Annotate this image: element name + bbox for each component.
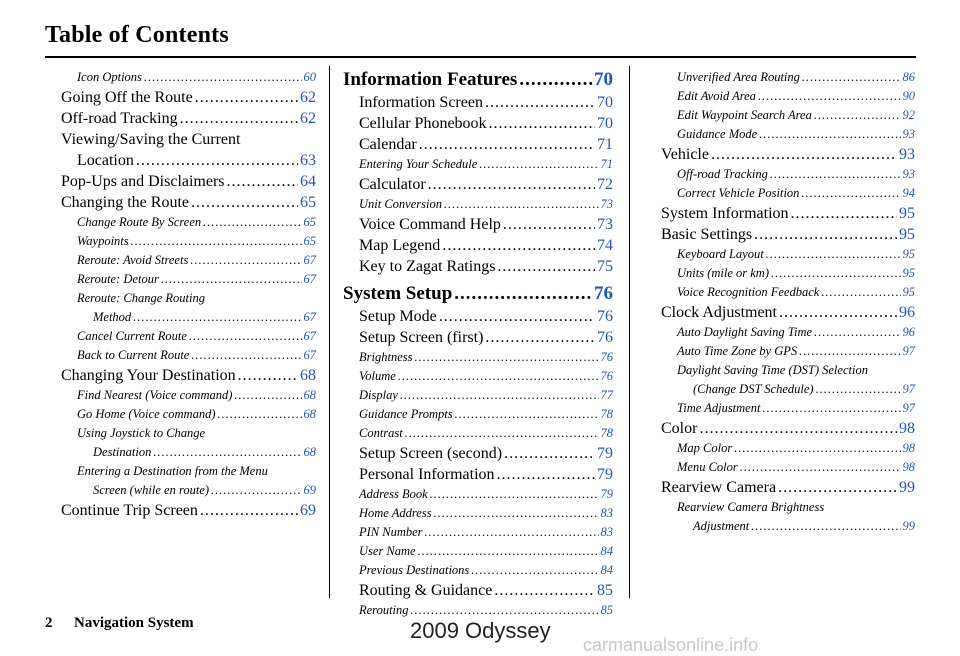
toc-entry-label: Previous Destinations — [359, 563, 470, 577]
dot-leader — [405, 424, 599, 443]
toc-entry-label: Reroute: Detour — [77, 272, 159, 286]
toc-entry-previous-destinations[interactable] — [343, 561, 613, 580]
toc-entry-guidance-prompts[interactable] — [343, 405, 613, 424]
toc-page-link[interactable]: 76 — [597, 308, 613, 325]
toc-entry-system-information[interactable] — [661, 203, 915, 224]
toc-entry-label: Cancel Current Route — [77, 329, 187, 343]
toc-entry-viewing-saving-the-current[interactable] — [61, 129, 316, 171]
toc-entry-label: Voice Command Help — [359, 216, 501, 233]
toc-entry-label: Guidance Mode — [677, 127, 758, 141]
toc-entry-reroute-detour[interactable] — [61, 270, 316, 289]
toc-entry-volume[interactable] — [343, 367, 613, 386]
toc-entry-label: Off-road Tracking — [61, 110, 178, 127]
toc-entry-label: Auto Time Zone by GPS — [677, 344, 798, 358]
dot-leader — [434, 504, 599, 523]
dot-leader — [802, 68, 901, 87]
dot-leader — [759, 125, 900, 144]
toc-entry-label: Calculator — [359, 176, 426, 193]
toc-page-link[interactable]: 93 — [899, 146, 915, 163]
toc-entry-unverified-area-routing[interactable] — [661, 68, 915, 87]
dot-leader — [234, 386, 301, 405]
toc-page-link[interactable]: 65 — [300, 194, 316, 211]
toc-entry-label: Voice Recognition Feedback — [677, 285, 820, 299]
toc-entry-label: User Name — [359, 544, 416, 558]
dot-leader — [414, 348, 598, 367]
toc-entry-label: Cellular Phonebook — [359, 115, 487, 132]
dot-leader — [801, 184, 900, 203]
footer-page-number: 2 — [45, 615, 53, 631]
toc-entry-color[interactable] — [661, 418, 915, 439]
toc-entry-setup-screen-second[interactable] — [343, 443, 613, 464]
toc-page-link[interactable]: 68 — [303, 407, 316, 421]
toc-page-link[interactable]: 69 — [303, 483, 316, 497]
toc-page-link[interactable]: 68 — [303, 388, 316, 402]
toc-entry-auto-time-zone-by-gps[interactable] — [661, 342, 915, 361]
toc-page-link[interactable]: 72 — [597, 176, 613, 193]
toc-page-link[interactable]: 76 — [600, 350, 613, 364]
dot-leader — [425, 523, 599, 542]
toc-entry-information-features[interactable] — [343, 68, 613, 92]
model-watermark: 2009 Odyssey — [410, 618, 551, 643]
toc-column-1 — [61, 68, 316, 521]
toc-entry-address-book[interactable] — [343, 485, 613, 504]
dot-leader — [190, 251, 301, 270]
toc-entry-label: Daylight Saving Time (DST) Selection — [677, 363, 868, 377]
toc-entry-label: Reroute: Avoid Streets — [77, 253, 189, 267]
toc-entry-routing-guidance[interactable] — [343, 580, 613, 601]
toc-page-link[interactable]: 67 — [303, 348, 316, 362]
toc-entry-label: Clock Adjustment — [661, 304, 777, 321]
dot-leader — [821, 283, 900, 302]
toc-entry-off-road-tracking[interactable] — [61, 108, 316, 129]
toc-entry-label: Unit Conversion — [359, 197, 442, 211]
toc-entry-label: Method — [93, 310, 132, 324]
toc-entry-label: Go Home (Voice command) — [77, 407, 216, 421]
toc-entry-keyboard-layout[interactable] — [661, 245, 915, 264]
dot-leader — [428, 174, 595, 195]
dot-leader — [180, 108, 298, 129]
column-divider — [329, 66, 330, 598]
toc-page-link[interactable]: 71 — [600, 157, 613, 171]
toc-entry-label: Auto Daylight Saving Time — [677, 325, 813, 339]
toc-entry-voice-recognition-feedback[interactable] — [661, 283, 915, 302]
dot-leader — [791, 203, 897, 224]
toc-entry-changing-the-route[interactable] — [61, 192, 316, 213]
dot-leader — [734, 439, 900, 458]
dot-leader — [471, 561, 598, 580]
toc-page-link[interactable]: 75 — [597, 258, 613, 275]
dot-leader — [762, 399, 900, 418]
toc-entry-cellular-phonebook[interactable] — [343, 113, 613, 134]
toc-entry-label: Address Book — [359, 487, 428, 501]
toc-entry-label: Information Features — [343, 69, 518, 90]
toc-entry-map-color[interactable] — [661, 439, 915, 458]
toc-page-link[interactable]: 99 — [902, 519, 915, 533]
toc-entry-label: Basic Settings — [661, 226, 753, 243]
dot-leader — [131, 232, 302, 251]
toc-entry-label: Using Joystick to Change — [77, 426, 206, 440]
toc-page-link[interactable]: 97 — [902, 344, 915, 358]
dot-leader — [189, 327, 302, 346]
toc-entry-label: Back to Current Route — [77, 348, 190, 362]
toc-entry-daylight-saving-time-dst-selection[interactable] — [661, 361, 915, 399]
dot-leader — [136, 150, 298, 171]
toc-entry-waypoints[interactable] — [61, 232, 316, 251]
toc-entry-label: Information Screen — [359, 94, 483, 111]
dot-leader — [191, 346, 301, 365]
toc-entry-personal-information[interactable] — [343, 464, 613, 485]
site-watermark: carmanualsonline.info — [583, 635, 759, 655]
dot-leader — [485, 92, 595, 113]
toc-page-link[interactable]: 76 — [600, 369, 613, 383]
toc-entry-change-route-by-screen[interactable] — [61, 213, 316, 232]
toc-page-link[interactable]: 96 — [902, 325, 915, 339]
dot-leader — [400, 386, 599, 405]
toc-entry-label: Going Off the Route — [61, 89, 193, 106]
toc-entry-clock-adjustment[interactable] — [661, 302, 915, 323]
toc-entry-label: Calendar — [359, 136, 417, 153]
toc-page-link[interactable]: 67 — [303, 272, 316, 286]
toc-entry-off-road-tracking[interactable] — [661, 165, 915, 184]
toc-entry-entering-a-destination-from-the-menu[interactable] — [61, 462, 316, 500]
toc-page-link[interactable]: 62 — [300, 110, 316, 127]
dot-leader — [779, 302, 897, 323]
toc-entry-pin-number[interactable] — [343, 523, 613, 542]
toc-entry-label: System Setup — [343, 283, 453, 304]
dot-leader — [161, 270, 302, 289]
toc-page-link[interactable]: 67 — [303, 310, 316, 324]
toc-entry-label: Menu Color — [677, 460, 738, 474]
toc-page-link[interactable]: 78 — [600, 407, 613, 421]
toc-entry-label: Off-road Tracking — [677, 167, 768, 181]
dot-leader — [439, 306, 595, 327]
toc-page-link[interactable]: 85 — [597, 582, 613, 599]
dot-leader — [238, 365, 298, 386]
toc-column-3 — [661, 68, 915, 536]
toc-entry-label: Keyboard Layout — [677, 247, 764, 261]
toc-entry-contrast[interactable] — [343, 424, 613, 443]
toc-page-link[interactable]: 86 — [902, 70, 915, 84]
toc-entry-label: Correct Vehicle Position — [677, 186, 800, 200]
toc-entry-label: Edit Avoid Area — [677, 89, 756, 103]
toc-page-link[interactable]: 69 — [300, 502, 316, 519]
toc-entry-label: Map Color — [677, 441, 733, 455]
toc-entry-label: Brightness — [359, 350, 413, 364]
dot-leader — [816, 380, 901, 399]
dot-leader — [191, 192, 298, 213]
toc-entry-label: Change Route By Screen — [77, 215, 202, 229]
toc-entry-cancel-current-route[interactable] — [61, 327, 316, 346]
toc-page-link[interactable]: 85 — [600, 603, 613, 617]
toc-page-link[interactable]: 74 — [597, 237, 613, 254]
toc-entry-display[interactable] — [343, 386, 613, 405]
toc-page-link[interactable]: 64 — [300, 173, 316, 190]
dot-leader — [419, 134, 595, 155]
toc-column-2 — [343, 68, 613, 620]
toc-page-link[interactable]: 97 — [902, 401, 915, 415]
dot-leader — [195, 87, 298, 108]
title-divider — [45, 56, 916, 58]
footer-label: Navigation System — [74, 615, 194, 631]
toc-entry-map-legend[interactable] — [343, 235, 613, 256]
toc-entry-label: Viewing/Saving the Current — [61, 131, 241, 148]
toc-entry-label: Icon Options — [77, 70, 142, 84]
toc-entry-label: Routing & Guidance — [359, 582, 493, 599]
toc-page-link[interactable]: 79 — [597, 445, 613, 462]
toc-entry-label: Rearview Camera — [661, 479, 777, 496]
dot-leader — [442, 235, 595, 256]
toc-entry-edit-avoid-area[interactable] — [661, 87, 915, 106]
dot-leader — [144, 68, 302, 87]
dot-leader — [503, 214, 595, 235]
toc-entry-edit-waypoint-search-area[interactable] — [661, 106, 915, 125]
toc-entry-go-home-voice-command[interactable] — [61, 405, 316, 424]
toc-entry-label: Setup Mode — [359, 308, 437, 325]
dot-leader — [711, 144, 897, 165]
toc-entry-setup-screen-first[interactable] — [343, 327, 613, 348]
toc-entry-setup-mode[interactable] — [343, 306, 613, 327]
dot-leader — [771, 264, 901, 283]
toc-page-link[interactable]: 99 — [899, 479, 915, 496]
toc-entry-label: Edit Waypoint Search Area — [677, 108, 812, 122]
toc-entry-vehicle[interactable] — [661, 144, 915, 165]
toc-page-link[interactable]: 68 — [303, 445, 316, 459]
toc-page-link[interactable]: 60 — [303, 70, 316, 84]
toc-page-link[interactable]: 77 — [600, 388, 613, 402]
toc-entry-label: Waypoints — [77, 234, 129, 248]
toc-entry-label: Home Address — [359, 506, 432, 520]
toc-entry-label: Changing the Route — [61, 194, 189, 211]
toc-page-link[interactable]: 97 — [902, 382, 915, 396]
toc-entry-label: Personal Information — [359, 466, 495, 483]
toc-entry-label: System Information — [661, 205, 789, 222]
dot-leader — [454, 282, 592, 306]
dot-leader — [814, 106, 901, 125]
toc-entry-going-off-the-route[interactable] — [61, 87, 316, 108]
toc-page-link[interactable]: 95 — [899, 226, 915, 243]
toc-entry-rearview-camera[interactable] — [661, 477, 915, 498]
toc-entry-units-mile-or-km[interactable] — [661, 264, 915, 283]
dot-leader — [758, 87, 901, 106]
page-title: Table of Contents — [45, 22, 229, 48]
dot-leader — [444, 195, 599, 214]
toc-page-link[interactable]: 71 — [597, 136, 613, 153]
dot-leader — [153, 443, 301, 462]
toc-page-link[interactable]: 70 — [597, 94, 613, 111]
dot-leader — [200, 500, 298, 521]
toc-entry-reroute-avoid-streets[interactable] — [61, 251, 316, 270]
toc-page-link[interactable]: 67 — [303, 329, 316, 343]
dot-leader — [227, 171, 298, 192]
toc-entry-menu-color[interactable] — [661, 458, 915, 477]
toc-entry-label: Rearview Camera Brightness — [677, 500, 825, 514]
toc-entry-changing-your-destination[interactable] — [61, 365, 316, 386]
toc-page-link[interactable]: 95 — [902, 247, 915, 261]
toc-entry-label: Find Nearest (Voice command) — [77, 388, 233, 402]
toc-entry-calendar[interactable] — [343, 134, 613, 155]
toc-entry-label: PIN Number — [359, 525, 423, 539]
dot-leader — [754, 224, 897, 245]
dot-leader — [398, 367, 599, 386]
dot-leader — [504, 443, 595, 464]
toc-entry-label: (Change DST Schedule) — [693, 382, 814, 396]
toc-entry-label: Units (mile or km) — [677, 266, 769, 280]
toc-page-link[interactable]: 73 — [597, 216, 613, 233]
dot-leader — [699, 418, 897, 439]
toc-page-link[interactable]: 93 — [902, 167, 915, 181]
dot-leader — [740, 458, 901, 477]
toc-entry-find-nearest-voice-command[interactable] — [61, 386, 316, 405]
toc-entry-reroute-change-routing[interactable] — [61, 289, 316, 327]
toc-entry-label: Pop-Ups and Disclaimers — [61, 173, 225, 190]
toc-page-link[interactable]: 68 — [300, 367, 316, 384]
dot-leader — [494, 580, 595, 601]
toc-page-link[interactable]: 92 — [902, 108, 915, 122]
toc-entry-information-screen[interactable] — [343, 92, 613, 113]
dot-leader — [766, 245, 901, 264]
dot-leader — [203, 213, 301, 232]
toc-page-link[interactable]: 83 — [600, 525, 613, 539]
toc-entry-voice-command-help[interactable] — [343, 214, 613, 235]
dot-leader — [418, 542, 599, 561]
toc-entry-label: Screen (while en route) — [93, 483, 210, 497]
toc-entry-label: Vehicle — [661, 146, 709, 163]
toc-entry-label: Map Legend — [359, 237, 441, 254]
toc-entry-system-setup[interactable] — [343, 282, 613, 306]
dot-leader — [814, 323, 900, 342]
toc-entry-label: Continue Trip Screen — [61, 502, 198, 519]
toc-entry-label: Location — [77, 152, 134, 169]
toc-entry-back-to-current-route[interactable] — [61, 346, 316, 365]
dot-leader — [218, 405, 302, 424]
toc-entry-label: Guidance Prompts — [359, 407, 453, 421]
dot-leader — [778, 477, 897, 498]
toc-page-link[interactable]: 84 — [600, 544, 613, 558]
toc-entry-label: Key to Zagat Ratings — [359, 258, 496, 275]
dot-leader — [489, 113, 595, 134]
toc-entry-label: Time Adjustment — [677, 401, 761, 415]
dot-leader — [485, 327, 595, 348]
toc-page-link[interactable]: 67 — [303, 253, 316, 267]
toc-entry-label: Reroute: Change Routing — [77, 291, 205, 305]
toc-entry-pop-ups-and-disclaimers[interactable] — [61, 171, 316, 192]
toc-entry-rearview-camera-brightness[interactable] — [661, 498, 915, 536]
toc-entry-label: Color — [661, 420, 698, 437]
toc-entry-label: Contrast — [359, 426, 403, 440]
toc-entry-label: Destination — [93, 445, 152, 459]
toc-entry-label: Changing Your Destination — [61, 367, 236, 384]
dot-leader — [770, 165, 901, 184]
toc-entry-label: Display — [359, 388, 398, 402]
toc-entry-user-name[interactable] — [343, 542, 613, 561]
toc-page-link[interactable]: 94 — [902, 186, 915, 200]
dot-leader — [479, 155, 598, 174]
toc-entry-label: Setup Screen (second) — [359, 445, 503, 462]
dot-leader — [211, 481, 301, 500]
toc-page-link[interactable]: 70 — [594, 69, 613, 90]
toc-page-link[interactable]: 98 — [899, 420, 915, 437]
toc-page-link[interactable]: 63 — [300, 152, 316, 169]
toc-entry-label: Setup Screen (first) — [359, 329, 484, 346]
dot-leader — [519, 68, 592, 92]
toc-page-link[interactable]: 83 — [600, 506, 613, 520]
toc-entry-label: Volume — [359, 369, 396, 383]
toc-page-link[interactable]: 95 — [902, 285, 915, 299]
toc-page-link[interactable]: 78 — [600, 426, 613, 440]
dot-leader — [799, 342, 900, 361]
toc-page-link[interactable]: 95 — [902, 266, 915, 280]
toc-page-link[interactable]: 70 — [597, 115, 613, 132]
toc-page-link[interactable]: 65 — [303, 215, 316, 229]
toc-entry-key-to-zagat-ratings[interactable] — [343, 256, 613, 277]
dot-leader — [497, 256, 595, 277]
toc-page-link[interactable]: 93 — [902, 127, 915, 141]
toc-entry-using-joystick-to-change[interactable] — [61, 424, 316, 462]
toc-entry-correct-vehicle-position[interactable] — [661, 184, 915, 203]
toc-page-link[interactable]: 76 — [594, 283, 613, 304]
toc-page-link[interactable]: 73 — [600, 197, 613, 211]
toc-entry-auto-daylight-saving-time[interactable] — [661, 323, 915, 342]
toc-page-link[interactable]: 76 — [597, 329, 613, 346]
toc-page-link[interactable]: 98 — [902, 460, 915, 474]
toc-page-link[interactable]: 90 — [902, 89, 915, 103]
toc-entry-label: Adjustment — [693, 519, 750, 533]
toc-entry-time-adjustment[interactable] — [661, 399, 915, 418]
toc-entry-brightness[interactable] — [343, 348, 613, 367]
dot-leader — [751, 517, 900, 536]
toc-entry-entering-your-schedule[interactable] — [343, 155, 613, 174]
toc-entry-calculator[interactable] — [343, 174, 613, 195]
toc-page-link[interactable]: 79 — [600, 487, 613, 501]
toc-page-link[interactable]: 98 — [902, 441, 915, 455]
dot-leader — [455, 405, 599, 424]
toc-page-link[interactable]: 65 — [303, 234, 316, 248]
toc-page-link[interactable]: 95 — [899, 205, 915, 222]
toc-page-link[interactable]: 79 — [597, 466, 613, 483]
toc-entry-home-address[interactable] — [343, 504, 613, 523]
toc-entry-label: Entering Your Schedule — [359, 157, 478, 171]
toc-entry-guidance-mode[interactable] — [661, 125, 915, 144]
column-divider — [629, 66, 630, 598]
toc-page-link[interactable]: 84 — [600, 563, 613, 577]
toc-entry-label: Entering a Destination from the Menu — [77, 464, 268, 478]
dot-leader — [430, 485, 599, 504]
toc-entry-basic-settings[interactable] — [661, 224, 915, 245]
toc-entry-unit-conversion[interactable] — [343, 195, 613, 214]
dot-leader — [497, 464, 595, 485]
toc-page-link[interactable]: 96 — [899, 304, 915, 321]
dot-leader — [133, 308, 301, 327]
toc-entry-icon-options[interactable] — [61, 68, 316, 87]
toc-entry-label: Rerouting — [359, 603, 409, 617]
toc-page-link[interactable]: 62 — [300, 89, 316, 106]
toc-entry-continue-trip-screen[interactable] — [61, 500, 316, 521]
toc-entry-label: Unverified Area Routing — [677, 70, 800, 84]
